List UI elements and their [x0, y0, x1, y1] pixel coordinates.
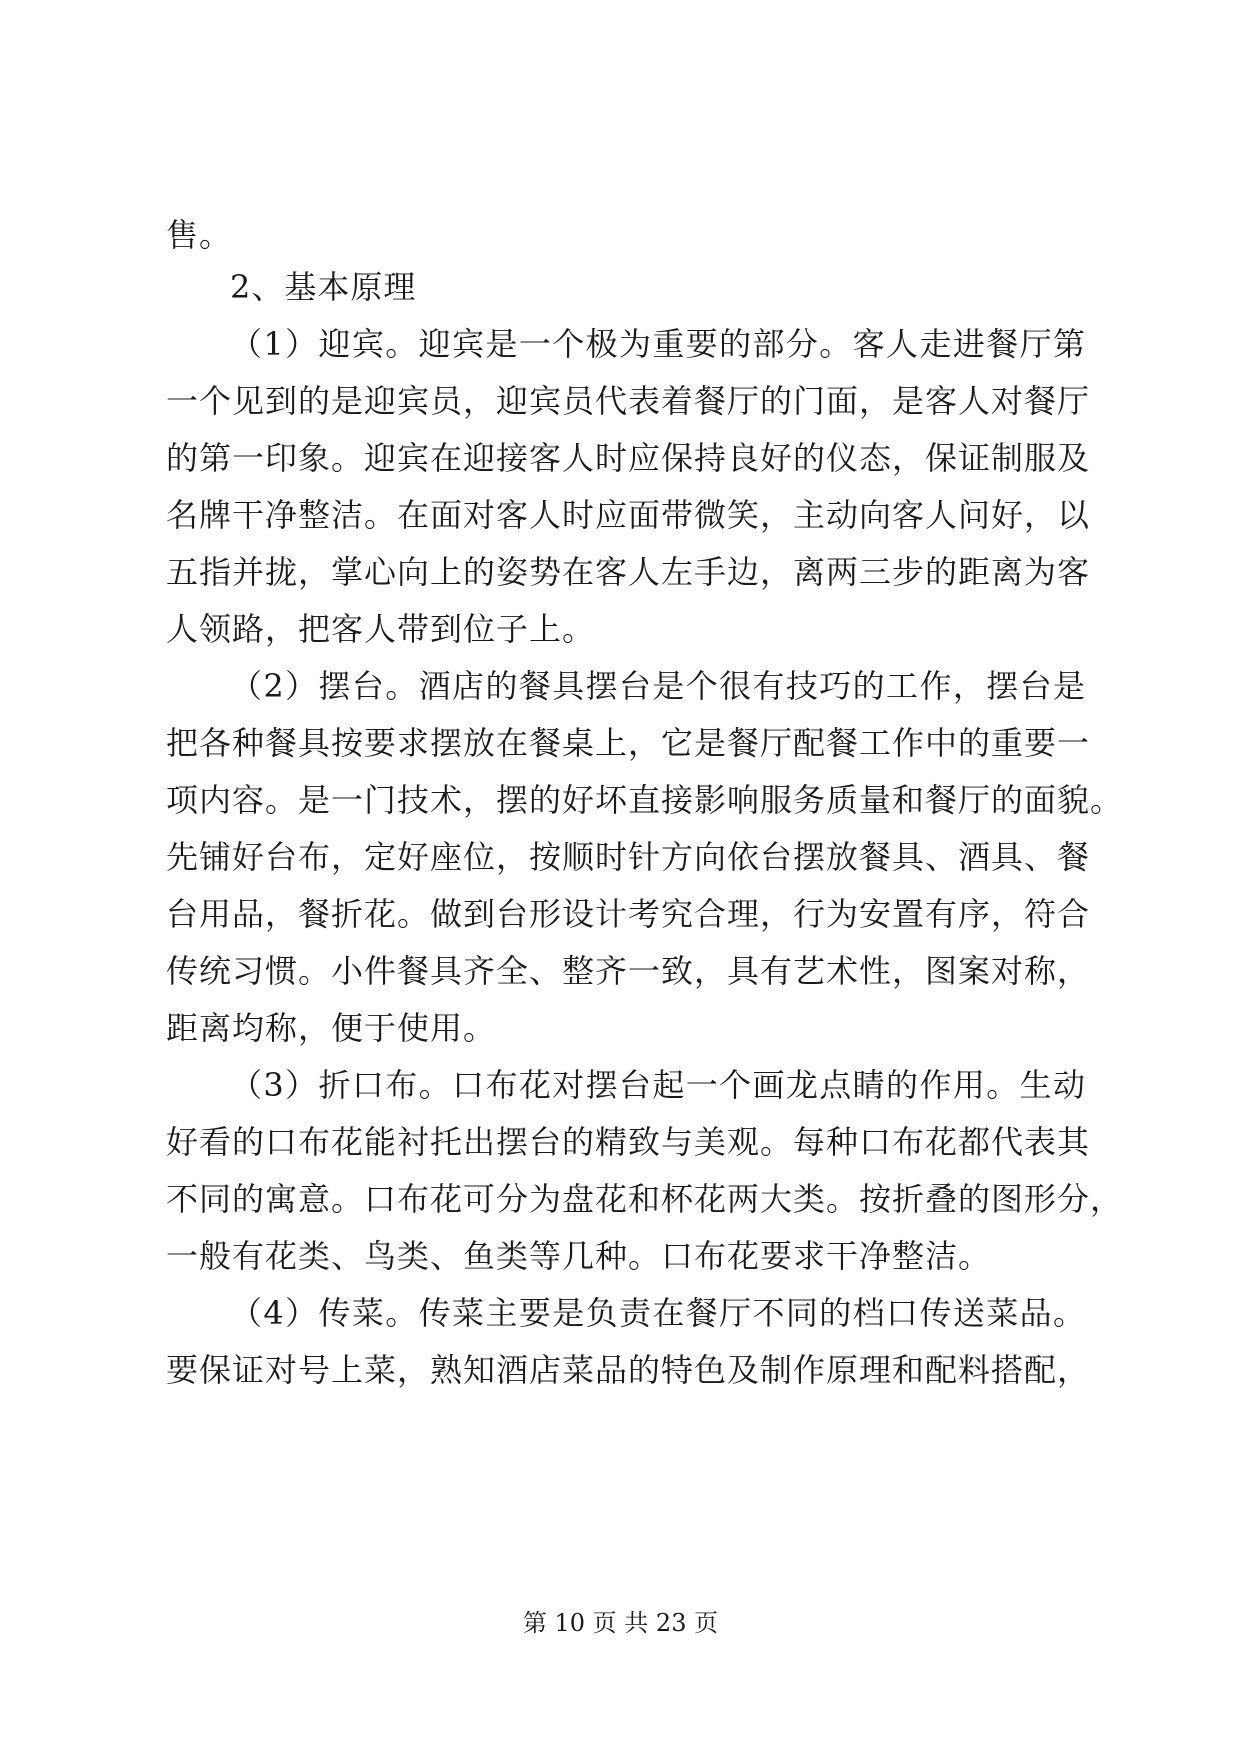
text-line: 要保证对号上菜，熟知酒店菜品的特色及制作原理和配料搭配，: [166, 1351, 1091, 1389]
text-line: 名牌干净整洁。在面对客人时应面带微笑，主动向客人问好，以: [166, 496, 1091, 534]
text-line: 项内容。是一门技术，摆的好坏直接影响服务质量和餐厅的面貌。: [166, 781, 1124, 819]
page-number: 第 10 页 共 23 页: [522, 1609, 719, 1637]
text-line: （4）传菜。传菜主要是负责在餐厅不同的档口传送菜品。: [230, 1294, 1086, 1332]
text-line: 把各种餐具按要求摆放在餐桌上，它是餐厅配餐工作中的重要一: [166, 724, 1091, 762]
text-line: 距离均称，便于使用。: [166, 1009, 497, 1047]
text-line: 好看的口布花能衬托出摆台的精致与美观。每种口布花都代表其: [166, 1123, 1091, 1161]
text-line: （2）摆台。酒店的餐具摆台是个很有技巧的工作，摆台是: [230, 667, 1086, 705]
text-line: 售。: [166, 216, 233, 254]
text-line: 的第一印象。迎宾在迎接客人时应保持良好的仪态，保证制服及: [166, 439, 1091, 477]
text-line: 台用品，餐折花。做到台形设计考究合理，行为安置有序，符合: [166, 895, 1091, 933]
text-line: 一个见到的是迎宾员，迎宾员代表着餐厅的门面，是客人对餐厅: [166, 382, 1091, 420]
text-line: 不同的寓意。口布花可分为盘花和杯花两大类。按折叠的图形分，: [166, 1180, 1124, 1218]
text-line: 五指并拢，掌心向上的姿势在客人左手边，离两三步的距离为客: [166, 553, 1091, 591]
text-line: 传统习惯。小件餐具齐全、整齐一致，具有艺术性，图案对称，: [166, 952, 1091, 990]
text-line: 一般有花类、鸟类、鱼类等几种。口布花要求干净整洁。: [166, 1237, 992, 1275]
text-line: 人领路，把客人带到位子上。: [166, 610, 596, 648]
text-line: 先铺好台布，定好座位，按顺时针方向依台摆放餐具、酒具、餐: [166, 838, 1091, 876]
section-heading: 2、基本原理: [230, 268, 417, 306]
text-line: （1）迎宾。迎宾是一个极为重要的部分。客人走进餐厅第: [230, 325, 1086, 363]
text-line: （3）折口布。口布花对摆台起一个画龙点睛的作用。生动: [230, 1066, 1086, 1104]
